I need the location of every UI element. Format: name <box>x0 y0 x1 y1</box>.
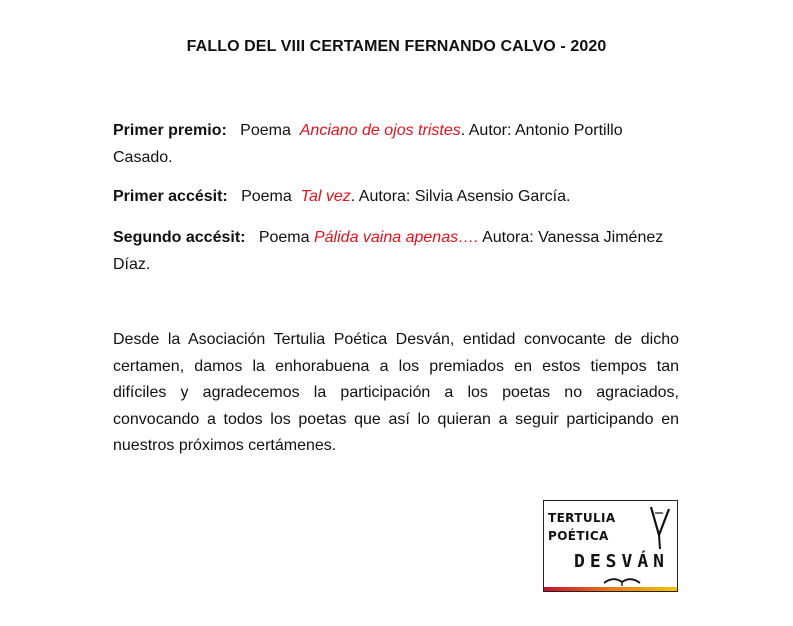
award-primer-accesit <box>113 183 683 210</box>
author-text: . Autora: Silvia Asensio García. <box>350 188 571 205</box>
poem-title: Anciano de ojos tristes <box>299 122 461 139</box>
poem-prefix: Poema <box>240 122 291 139</box>
closing-paragraph: Desde la Asociación Tertulia Poética Desván, entidad convocante de dicho certamen, damos la enhorabuena a los premiados en estos tiempos tan difíciles y agradecemos la participación a los poetas no agraciados, convocando a todos los poetas que así lo quieran a seguir participando en nuestros próximos certámenes. <box>113 331 679 454</box>
poem-prefix: Poema <box>241 188 292 205</box>
tertulia-logo <box>543 500 678 592</box>
author-text: Autora: Vanessa Jiménez Díaz. <box>113 229 664 273</box>
award-label: Segundo accésit: <box>113 229 246 246</box>
award-label: Primer accésit: <box>113 188 228 205</box>
logo-line-1: TERTULIA <box>548 511 616 525</box>
logo-line-2: POÉTICA <box>548 529 609 543</box>
award-label: Primer premio: <box>113 122 227 139</box>
poem-title: Tal vez <box>300 188 351 205</box>
award-segundo-accesit <box>113 224 683 278</box>
logo-color-stripe <box>544 587 677 591</box>
logo-line-3: DESVÁN <box>574 551 670 572</box>
open-book-icon <box>602 573 642 587</box>
award-primer-premio <box>113 117 683 171</box>
quill-pen-icon <box>647 505 673 551</box>
poem-title: Pálida vaina apenas…. <box>313 229 479 246</box>
document-title: FALLO DEL VIII CERTAMEN FERNANDO CALVO - 2020 <box>186 38 607 55</box>
poem-prefix: Poema <box>258 229 310 246</box>
author-text: . Autor: Antonio Portillo Casado. <box>113 122 623 166</box>
